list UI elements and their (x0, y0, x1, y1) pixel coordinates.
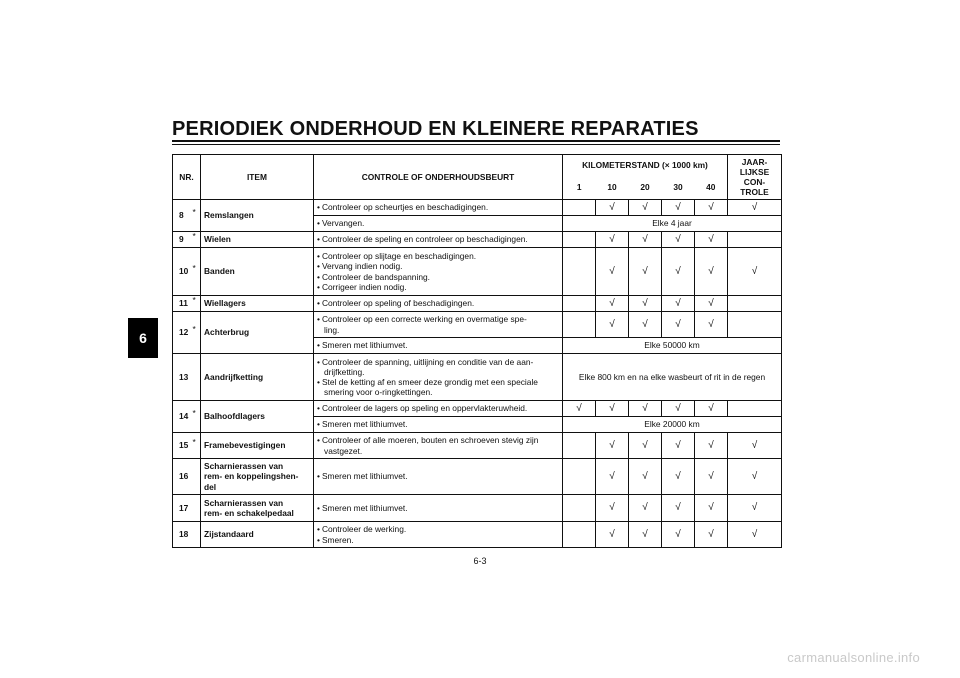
check-text: • Controleer de lagers op speling en oppervlakteruwheid. (317, 403, 559, 413)
item-name: Wiellagers (201, 296, 314, 312)
check-mark: √ (596, 312, 629, 338)
check-mark: √ (596, 232, 629, 248)
check-mark: √ (728, 495, 782, 522)
page-number: 6-3 (473, 556, 487, 566)
table-row (173, 522, 782, 548)
table-row (173, 200, 782, 216)
check-mark: √ (629, 312, 662, 338)
check-mark: √ (629, 232, 662, 248)
check-mark: √ (629, 200, 662, 216)
maintenance-table (172, 154, 782, 548)
check-mark: √ (662, 495, 695, 522)
check-mark: √ (629, 459, 662, 495)
title-rule-thin (172, 144, 780, 145)
check-text: • Vervangen. (317, 218, 559, 228)
check-text: • Controleer de bandspanning. (317, 272, 559, 282)
check-mark: √ (662, 248, 695, 296)
row-number: 17 (173, 495, 193, 522)
check-text: • Controleer op slijtage en beschadigingen. (317, 251, 559, 261)
check-text: • Vervang indien nodig. (317, 261, 559, 271)
check-mark: √ (662, 232, 695, 248)
check-text: • Corrigeer indien nodig. (317, 282, 559, 292)
check-mark: √ (695, 296, 728, 312)
check-mark: √ (662, 312, 695, 338)
check-mark: √ (596, 401, 629, 417)
check-text: • Controleer de spanning, uitlijning en conditie van de aan- drijfketting. (317, 357, 559, 377)
check-text: • Controleer op een correcte werking en overmatige spe- ling. (317, 314, 559, 334)
check-text: • Smeren met lithiumvet. (317, 471, 559, 481)
star-mark: * (192, 295, 196, 306)
star-mark: * (192, 437, 196, 448)
header-km-10: 10 (596, 176, 629, 200)
check-mark: √ (662, 459, 695, 495)
table-row (173, 248, 782, 296)
row-number: 13 (173, 354, 193, 401)
table-row (173, 232, 782, 248)
check-mark: √ (662, 401, 695, 417)
item-name: Wielen (201, 232, 314, 248)
header-odometer: KILOMETERSTAND (× 1000 km) (563, 155, 728, 176)
check-text: • Stel de ketting af en smeer deze grondig met een speciale smering voor o-ringkettingen. (317, 377, 559, 397)
check-mark: √ (629, 433, 662, 459)
check-mark: √ (596, 522, 629, 548)
star-mark: * (192, 231, 196, 242)
interval-text: Elke 50000 km (563, 338, 782, 354)
item-name: Remslangen (201, 200, 314, 232)
row-number: 8 (173, 200, 193, 232)
check-mark: √ (728, 522, 782, 548)
row-number: 9 (173, 232, 193, 248)
check-text: • Controleer op speling of beschadigingen. (317, 298, 559, 308)
header-check: CONTROLE OF ONDERHOUDSBEURT (314, 155, 563, 200)
item-name: Banden (201, 248, 314, 296)
check-text: • Controleer de speling en controleer op beschadigingen. (317, 234, 559, 244)
item-name: Zijstandaard (201, 522, 314, 548)
check-mark: √ (596, 433, 629, 459)
check-mark: √ (662, 296, 695, 312)
check-text: • Controleer de werking. (317, 524, 559, 534)
check-mark: √ (695, 401, 728, 417)
table-row (173, 401, 782, 417)
row-number: 15 (173, 433, 193, 459)
check-mark: √ (695, 459, 728, 495)
page-title: PERIODIEK ONDERHOUD EN KLEINERE REPARATIES (172, 118, 699, 140)
header-km-20: 20 (629, 176, 662, 200)
star-mark: * (192, 263, 196, 274)
title-rule (172, 140, 780, 142)
row-number: 14 (173, 401, 193, 433)
header-item: ITEM (201, 155, 314, 200)
item-name: Achterbrug (201, 312, 314, 354)
check-mark: √ (662, 200, 695, 216)
header-km-40: 40 (695, 176, 728, 200)
check-mark: √ (596, 200, 629, 216)
chapter-tab: 6 (128, 318, 158, 358)
table-row (173, 495, 782, 522)
check-mark: √ (695, 495, 728, 522)
check-mark: √ (629, 495, 662, 522)
check-mark: √ (695, 248, 728, 296)
header-annual: JAAR- LIJKSE CON- TROLE (728, 155, 782, 200)
check-mark: √ (629, 296, 662, 312)
check-mark: √ (662, 522, 695, 548)
check-text: • Smeren met lithiumvet. (317, 340, 559, 350)
check-mark: √ (728, 200, 782, 216)
star-mark: * (192, 324, 196, 335)
check-mark: √ (695, 433, 728, 459)
check-mark: √ (563, 401, 596, 417)
row-number: 10 (173, 248, 193, 296)
check-mark: √ (596, 248, 629, 296)
table-row (173, 296, 782, 312)
check-mark: √ (695, 200, 728, 216)
row-number: 16 (173, 459, 193, 495)
check-text: • Controleer of alle moeren, bouten en schroeven stevig zijn vastgezet. (317, 435, 559, 455)
star-mark: * (192, 207, 196, 218)
interval-text: Elke 4 jaar (563, 216, 782, 232)
check-mark: √ (629, 248, 662, 296)
table-row (173, 459, 782, 495)
check-text: • Smeren met lithiumvet. (317, 419, 559, 429)
check-mark: √ (662, 433, 695, 459)
check-text: • Smeren met lithiumvet. (317, 503, 559, 513)
check-mark: √ (596, 296, 629, 312)
item-name: Aandrijfketting (201, 354, 314, 401)
check-mark: √ (728, 459, 782, 495)
interval-text: Elke 800 km en na elke wasbeurt of rit in de regen (563, 354, 782, 401)
item-name: Scharnierassen van rem- en koppelingshen- del (201, 459, 314, 495)
check-mark: √ (695, 522, 728, 548)
row-number: 12 (173, 312, 193, 354)
item-name: Balhoofdlagers (201, 401, 314, 433)
check-mark: √ (728, 248, 782, 296)
star-mark: * (192, 408, 196, 419)
table-row (173, 312, 782, 338)
check-mark: √ (728, 433, 782, 459)
item-name: Scharnierassen van rem- en schakelpedaal (201, 495, 314, 522)
check-mark: √ (596, 459, 629, 495)
check-text: • Smeren. (317, 535, 559, 545)
row-number: 18 (173, 522, 193, 548)
header-km-30: 30 (662, 176, 695, 200)
header-nr: NR. (173, 155, 201, 200)
item-name: Framebevestigingen (201, 433, 314, 459)
check-text: • Controleer op scheurtjes en beschadigingen. (317, 202, 559, 212)
check-mark: √ (596, 495, 629, 522)
row-number: 11 (173, 296, 193, 312)
watermark: carmanualsonline.info (787, 650, 920, 665)
check-mark: √ (695, 232, 728, 248)
table-row (173, 433, 782, 459)
check-mark: √ (695, 312, 728, 338)
interval-text: Elke 20000 km (563, 417, 782, 433)
header-km-1: 1 (563, 176, 596, 200)
table-row (173, 354, 782, 401)
check-mark: √ (629, 401, 662, 417)
check-mark: √ (629, 522, 662, 548)
